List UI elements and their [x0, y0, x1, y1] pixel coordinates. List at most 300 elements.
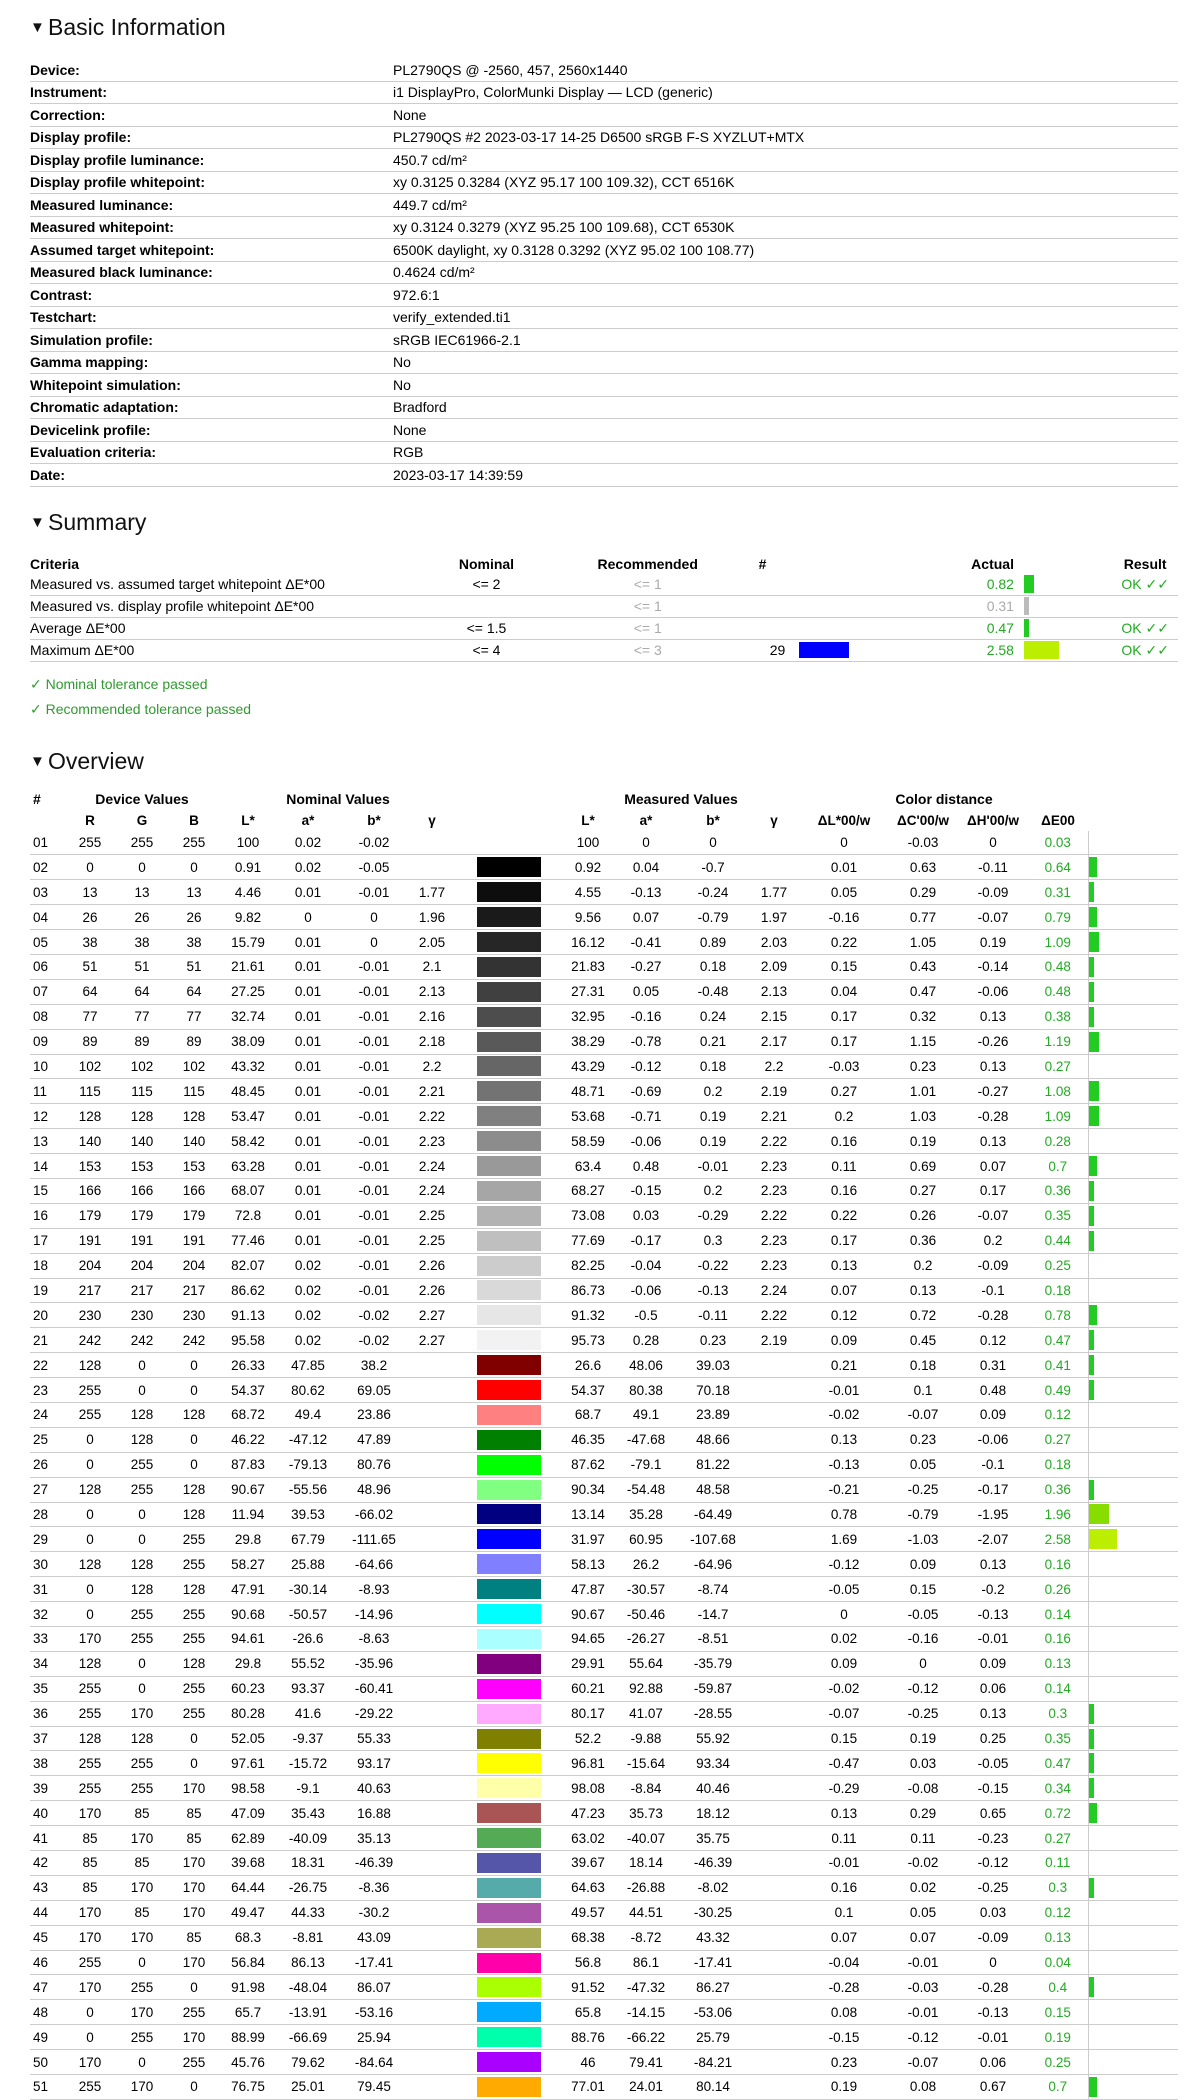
- cell-measured-b: -8.74: [678, 1577, 748, 1602]
- overview-row: [30, 930, 1178, 955]
- cell-nominal-l: 48.45: [220, 1079, 276, 1104]
- cell-delta-e: 0.16: [1028, 1627, 1088, 1652]
- cell-measured-b: 0.89: [678, 930, 748, 955]
- delta-e-bar: [1089, 1007, 1094, 1027]
- cell-b: 0: [168, 1378, 220, 1403]
- cell-num: 17: [30, 1228, 64, 1253]
- cell-measured-b: 0.19: [678, 1104, 748, 1129]
- cell-delta-e: 0.48: [1028, 979, 1088, 1004]
- cell-nominal-l: 76.75: [220, 2075, 276, 2100]
- cell-delta-c: -0.01: [888, 1950, 958, 1975]
- cell-nominal-gamma: [408, 1353, 456, 1378]
- delta-e-bar: [1089, 982, 1094, 1002]
- overview-row: [30, 1801, 1178, 1826]
- cell-nominal-l: 26.33: [220, 1353, 276, 1378]
- color-swatch: [477, 832, 541, 852]
- color-swatch-cell: [456, 1129, 562, 1154]
- color-swatch-cell: [456, 1552, 562, 1577]
- color-swatch: [477, 1529, 541, 1549]
- info-value: None: [393, 419, 1178, 442]
- color-swatch: [477, 1405, 541, 1425]
- cell-g: 89: [116, 1029, 168, 1054]
- cell-measured-a: -15.64: [614, 1751, 678, 1776]
- cell-num: 19: [30, 1278, 64, 1303]
- cell-delta-c: -0.05: [888, 1602, 958, 1627]
- info-row: [30, 441, 1178, 464]
- col-nominal: Nominal: [458, 555, 515, 572]
- info-key: Display profile whitepoint:: [30, 171, 393, 194]
- cell-nominal-l: 54.37: [220, 1378, 276, 1403]
- cell-b: 255: [168, 1627, 220, 1652]
- info-key: Simulation profile:: [30, 329, 393, 352]
- cell-nominal-l: 60.23: [220, 1676, 276, 1701]
- cell-delta-l: 0.17: [800, 1029, 888, 1054]
- cell-measured-b: -0.48: [678, 979, 748, 1004]
- cell-nominal-a: -8.81: [276, 1925, 340, 1950]
- cell-r: 153: [64, 1154, 116, 1179]
- overview-row: [30, 1875, 1178, 1900]
- cell-measured-b: 0.23: [678, 1328, 748, 1353]
- cell-nominal-gamma: [408, 1427, 456, 1452]
- cell-measured-b: 0.2: [678, 1079, 748, 1104]
- group-nominal: Nominal Values: [286, 791, 390, 807]
- cell-r: 0: [64, 1427, 116, 1452]
- cell-measured-b: -17.41: [678, 1950, 748, 1975]
- cell-num: 44: [30, 1900, 64, 1925]
- delta-e-bar: [1089, 932, 1099, 952]
- summary-criteria: Measured vs. assumed target whitepoint ΔE*00: [30, 574, 407, 596]
- cell-b: 255: [168, 1602, 220, 1627]
- cell-measured-a: -0.12: [614, 1054, 678, 1079]
- cell-num: 33: [30, 1627, 64, 1652]
- info-row: [30, 306, 1178, 329]
- cell-measured-a: 24.01: [614, 2075, 678, 2100]
- cell-measured-l: 98.08: [562, 1776, 614, 1801]
- cell-nominal-a: 86.13: [276, 1950, 340, 1975]
- summary-bar: [1024, 597, 1029, 615]
- cell-measured-gamma: [748, 1527, 800, 1552]
- cell-measured-l: 63.02: [562, 1826, 614, 1851]
- cell-nominal-l: 95.58: [220, 1328, 276, 1353]
- cell-delta-h: 0.31: [958, 1353, 1028, 1378]
- cell-delta-l: -0.01: [800, 1851, 888, 1876]
- cell-measured-gamma: [748, 2050, 800, 2075]
- cell-nominal-b: -53.16: [340, 2000, 408, 2025]
- cell-b: 179: [168, 1203, 220, 1228]
- delta-e-bar-cell: [1088, 1228, 1178, 1253]
- cell-measured-gamma: [748, 1402, 800, 1427]
- cell-delta-l: 0.07: [800, 1925, 888, 1950]
- cell-delta-h: 0.25: [958, 1726, 1028, 1751]
- cell-r: 26: [64, 905, 116, 930]
- cell-measured-gamma: [748, 1851, 800, 1876]
- cell-measured-l: 90.67: [562, 1602, 614, 1627]
- cell-delta-e: 0.48: [1028, 954, 1088, 979]
- cell-delta-h: 0: [958, 1950, 1028, 1975]
- cell-nominal-gamma: [408, 1801, 456, 1826]
- info-key: Gamma mapping:: [30, 351, 393, 374]
- color-swatch-cell: [456, 1577, 562, 1602]
- cell-nominal-gamma: [408, 1726, 456, 1751]
- cell-measured-l: 16.12: [562, 930, 614, 955]
- color-swatch-cell: [456, 1278, 562, 1303]
- overview-heading[interactable]: [30, 748, 1178, 775]
- cell-nominal-gamma: [408, 1676, 456, 1701]
- cell-num: 32: [30, 1602, 64, 1627]
- color-swatch-cell: [456, 930, 562, 955]
- cell-nominal-b: 86.07: [340, 1975, 408, 2000]
- cell-measured-gamma: [748, 1676, 800, 1701]
- color-swatch: [477, 1704, 541, 1724]
- delta-e-bar: [1089, 1081, 1099, 1101]
- cell-measured-gamma: [748, 1900, 800, 1925]
- summary-criteria: Measured vs. display profile whitepoint ΔE*00: [30, 595, 407, 617]
- color-swatch-cell: [456, 1079, 562, 1104]
- color-swatch: [477, 1480, 541, 1500]
- summary-recommended: <= 1: [566, 574, 730, 596]
- cell-b: 102: [168, 1054, 220, 1079]
- color-swatch: [477, 1579, 541, 1599]
- cell-measured-b: -35.79: [678, 1651, 748, 1676]
- info-key: Whitepoint simulation:: [30, 374, 393, 397]
- cell-nominal-a: -26.75: [276, 1875, 340, 1900]
- cell-nominal-gamma: 2.05: [408, 930, 456, 955]
- color-swatch: [477, 857, 541, 877]
- cell-delta-l: 0.01: [800, 855, 888, 880]
- overview-row: [30, 1029, 1178, 1054]
- info-row: [30, 464, 1178, 487]
- cell-g: 230: [116, 1303, 168, 1328]
- cell-nominal-gamma: 2.26: [408, 1278, 456, 1303]
- overview-row: [30, 1577, 1178, 1602]
- cell-delta-h: -0.14: [958, 954, 1028, 979]
- info-key: Contrast:: [30, 284, 393, 307]
- cell-nominal-gamma: [408, 831, 456, 855]
- cell-nominal-l: 80.28: [220, 1701, 276, 1726]
- cell-nominal-a: 25.01: [276, 2075, 340, 2100]
- delta-e-bar: [1089, 1305, 1097, 1325]
- cell-delta-c: 1.03: [888, 1104, 958, 1129]
- cell-delta-c: 0.43: [888, 954, 958, 979]
- cell-delta-l: 0.12: [800, 1303, 888, 1328]
- cell-nominal-gamma: [408, 1552, 456, 1577]
- cell-measured-a: -0.5: [614, 1303, 678, 1328]
- cell-measured-b: -8.02: [678, 1875, 748, 1900]
- cell-measured-l: 31.97: [562, 1527, 614, 1552]
- cell-nominal-a: 35.43: [276, 1801, 340, 1826]
- cell-delta-c: 0.11: [888, 1826, 958, 1851]
- summary-swatch-cell: [795, 595, 904, 617]
- cell-nominal-gamma: 2.26: [408, 1253, 456, 1278]
- cell-r: 128: [64, 1552, 116, 1577]
- cell-r: 38: [64, 930, 116, 955]
- cell-delta-e: 0.11: [1028, 1851, 1088, 1876]
- cell-delta-h: -0.13: [958, 2000, 1028, 2025]
- delta-e-bar-cell: [1088, 1004, 1178, 1029]
- cell-delta-h: 0.07: [958, 1154, 1028, 1179]
- cell-b: 115: [168, 1079, 220, 1104]
- summary-heading[interactable]: [30, 509, 1178, 536]
- cell-measured-a: -8.72: [614, 1925, 678, 1950]
- cell-nominal-a: 47.85: [276, 1353, 340, 1378]
- cell-nominal-b: -0.01: [340, 1004, 408, 1029]
- cell-b: 38: [168, 930, 220, 955]
- cell-measured-a: 0.04: [614, 855, 678, 880]
- cell-delta-c: 0.77: [888, 905, 958, 930]
- summary-count: [730, 617, 796, 639]
- cell-delta-c: 0.29: [888, 880, 958, 905]
- cell-g: 140: [116, 1129, 168, 1154]
- delta-e-bar-cell: [1088, 2025, 1178, 2050]
- overview-row: [30, 1602, 1178, 1627]
- cell-delta-c: -0.07: [888, 1402, 958, 1427]
- cell-measured-gamma: [748, 1452, 800, 1477]
- cell-num: 22: [30, 1353, 64, 1378]
- summary-bar-cell: [1014, 574, 1112, 596]
- cell-measured-gamma: [748, 2025, 800, 2050]
- color-swatch-cell: [456, 1826, 562, 1851]
- cell-delta-l: -0.04: [800, 1950, 888, 1975]
- cell-b: 89: [168, 1029, 220, 1054]
- summary-bar: [1024, 575, 1034, 593]
- info-row: [30, 59, 1178, 81]
- cell-measured-gamma: [748, 1801, 800, 1826]
- cell-num: 15: [30, 1178, 64, 1203]
- cell-nominal-a: 0.01: [276, 1228, 340, 1253]
- cell-delta-l: -0.15: [800, 2025, 888, 2050]
- cell-measured-l: 58.13: [562, 1552, 614, 1577]
- cell-nominal-a: 0: [276, 905, 340, 930]
- cell-delta-c: -0.03: [888, 1975, 958, 2000]
- info-key: Evaluation criteria:: [30, 441, 393, 464]
- cell-g: 217: [116, 1278, 168, 1303]
- color-swatch-cell: [456, 1851, 562, 1876]
- summary-swatch-cell: [795, 617, 904, 639]
- cell-nominal-gamma: [408, 1402, 456, 1427]
- delta-e-bar-cell: [1088, 1178, 1178, 1203]
- cell-measured-b: -107.68: [678, 1527, 748, 1552]
- cell-measured-a: 0.03: [614, 1203, 678, 1228]
- cell-measured-l: 80.17: [562, 1701, 614, 1726]
- cell-nominal-gamma: [408, 1627, 456, 1652]
- overview-row: [30, 1203, 1178, 1228]
- cell-num: 42: [30, 1851, 64, 1876]
- cell-nominal-b: -0.01: [340, 979, 408, 1004]
- cell-r: 115: [64, 1079, 116, 1104]
- cell-delta-e: 0.25: [1028, 2050, 1088, 2075]
- cell-measured-l: 65.8: [562, 2000, 614, 2025]
- cell-delta-c: 0.15: [888, 1577, 958, 1602]
- basic-info-heading[interactable]: [30, 14, 1178, 41]
- summary-recommended: <= 3: [566, 639, 730, 661]
- color-swatch-cell: [456, 2025, 562, 2050]
- delta-e-bar-cell: [1088, 1627, 1178, 1652]
- cell-delta-l: 0.05: [800, 880, 888, 905]
- cell-b: 77: [168, 1004, 220, 1029]
- color-swatch-cell: [456, 1427, 562, 1452]
- cell-measured-a: -0.06: [614, 1129, 678, 1154]
- cell-num: 35: [30, 1676, 64, 1701]
- cell-measured-gamma: 2.15: [748, 1004, 800, 1029]
- overview-row: [30, 1552, 1178, 1577]
- cell-measured-l: 94.65: [562, 1627, 614, 1652]
- cell-b: 0: [168, 1353, 220, 1378]
- delta-e-bar: [1089, 1206, 1094, 1226]
- summary-actual: 2.58: [905, 639, 1014, 661]
- cell-r: 85: [64, 1851, 116, 1876]
- col-actual: Actual: [971, 555, 1014, 572]
- color-swatch-cell: [456, 1801, 562, 1826]
- color-swatch-cell: [456, 1477, 562, 1502]
- cell-measured-gamma: 2.23: [748, 1253, 800, 1278]
- delta-e-bar-cell: [1088, 2050, 1178, 2075]
- delta-e-bar-cell: [1088, 1651, 1178, 1676]
- cell-measured-gamma: 1.97: [748, 905, 800, 930]
- cell-delta-h: -0.1: [958, 1278, 1028, 1303]
- delta-e-bar-cell: [1088, 1527, 1178, 1552]
- info-key: Devicelink profile:: [30, 419, 393, 442]
- info-value: PL2790QS @ -2560, 457, 2560x1440: [393, 59, 1178, 81]
- cell-delta-e: 0.04: [1028, 1950, 1088, 1975]
- cell-nominal-a: 0.01: [276, 1129, 340, 1154]
- color-swatch: [477, 1828, 541, 1848]
- overview-row: [30, 2025, 1178, 2050]
- cell-r: 128: [64, 1104, 116, 1129]
- cell-g: 166: [116, 1178, 168, 1203]
- cell-measured-gamma: [748, 1477, 800, 1502]
- cell-delta-e: 0.03: [1028, 831, 1088, 855]
- cell-num: 43: [30, 1875, 64, 1900]
- cell-measured-l: 26.6: [562, 1353, 614, 1378]
- cell-measured-b: 93.34: [678, 1751, 748, 1776]
- cell-nominal-b: 16.88: [340, 1801, 408, 1826]
- color-swatch-cell: [456, 1303, 562, 1328]
- cell-r: 77: [64, 1004, 116, 1029]
- cell-b: 128: [168, 1477, 220, 1502]
- color-swatch-cell: [456, 1178, 562, 1203]
- cell-delta-c: -1.03: [888, 1527, 958, 1552]
- info-value: 450.7 cd/m²: [393, 149, 1178, 172]
- collapse-triangle-icon[interactable]: ▼: [30, 19, 45, 36]
- cell-delta-c: 0.19: [888, 1726, 958, 1751]
- color-swatch-cell: [456, 1054, 562, 1079]
- info-value: sRGB IEC61966-2.1: [393, 329, 1178, 352]
- col-delta-c: ΔC'00/w: [897, 812, 949, 828]
- delta-e-bar-cell: [1088, 1900, 1178, 1925]
- cell-b: 170: [168, 1776, 220, 1801]
- cell-num: 23: [30, 1378, 64, 1403]
- cell-measured-b: 40.46: [678, 1776, 748, 1801]
- cell-measured-b: -0.29: [678, 1203, 748, 1228]
- cell-num: 25: [30, 1427, 64, 1452]
- cell-delta-l: 0.13: [800, 1427, 888, 1452]
- cell-delta-e: 0.7: [1028, 2075, 1088, 2100]
- cell-num: 30: [30, 1552, 64, 1577]
- cell-nominal-a: 0.02: [276, 1328, 340, 1353]
- cell-delta-c: 0.18: [888, 1353, 958, 1378]
- cell-nominal-gamma: [408, 2075, 456, 2100]
- summary-swatch-cell: [795, 639, 904, 661]
- info-row: [30, 284, 1178, 307]
- cell-nominal-b: -111.65: [340, 1527, 408, 1552]
- cell-r: 128: [64, 1651, 116, 1676]
- cell-measured-a: 44.51: [614, 1900, 678, 1925]
- cell-measured-gamma: 2.22: [748, 1129, 800, 1154]
- cell-nominal-l: 15.79: [220, 930, 276, 955]
- cell-measured-gamma: [748, 1427, 800, 1452]
- cell-measured-l: 64.63: [562, 1875, 614, 1900]
- color-swatch-cell: [456, 1975, 562, 2000]
- cell-delta-h: -0.17: [958, 1477, 1028, 1502]
- cell-delta-l: -0.12: [800, 1552, 888, 1577]
- cell-measured-a: -0.04: [614, 1253, 678, 1278]
- delta-e-bar-cell: [1088, 979, 1178, 1004]
- color-swatch-cell: [456, 855, 562, 880]
- cell-b: 170: [168, 1875, 220, 1900]
- overview-row: [30, 1950, 1178, 1975]
- delta-e-bar: [1089, 957, 1094, 977]
- cell-g: 170: [116, 1701, 168, 1726]
- overview-row: [30, 1427, 1178, 1452]
- color-swatch: [477, 1256, 541, 1276]
- cell-nominal-b: -60.41: [340, 1676, 408, 1701]
- cell-nominal-a: 0.01: [276, 1079, 340, 1104]
- cell-delta-e: 0.36: [1028, 1178, 1088, 1203]
- summary-bar: [1024, 641, 1059, 659]
- info-value: No: [393, 351, 1178, 374]
- cell-b: 170: [168, 1950, 220, 1975]
- color-swatch-cell: [456, 1651, 562, 1676]
- info-key: Correction:: [30, 104, 393, 127]
- cell-measured-a: -40.07: [614, 1826, 678, 1851]
- cell-nominal-a: 0.02: [276, 1278, 340, 1303]
- cell-delta-c: 0: [888, 1651, 958, 1676]
- collapse-triangle-icon[interactable]: ▼: [30, 752, 45, 770]
- cell-measured-gamma: 2.09: [748, 954, 800, 979]
- cell-delta-h: -0.07: [958, 905, 1028, 930]
- cell-delta-e: 0.15: [1028, 2000, 1088, 2025]
- cell-nominal-gamma: [408, 1527, 456, 1552]
- collapse-triangle-icon[interactable]: ▼: [30, 513, 45, 531]
- cell-nominal-gamma: [408, 1502, 456, 1527]
- cell-r: 64: [64, 979, 116, 1004]
- info-value: xy 0.3125 0.3284 (XYZ 95.17 100 109.32), CCT 6516K: [393, 171, 1178, 194]
- cell-b: 166: [168, 1178, 220, 1203]
- cell-nominal-b: -0.01: [340, 1203, 408, 1228]
- summary-actual: 0.31: [905, 595, 1014, 617]
- delta-e-bar-cell: [1088, 1751, 1178, 1776]
- cell-measured-a: -0.71: [614, 1104, 678, 1129]
- cell-nominal-a: 55.52: [276, 1651, 340, 1676]
- cell-b: 0: [168, 1975, 220, 2000]
- cell-g: 13: [116, 880, 168, 905]
- info-row: [30, 149, 1178, 172]
- cell-delta-h: 0.13: [958, 1054, 1028, 1079]
- cell-measured-a: -8.84: [614, 1776, 678, 1801]
- cell-delta-l: 0.2: [800, 1104, 888, 1129]
- delta-e-bar: [1089, 1729, 1094, 1749]
- cell-nominal-gamma: [408, 1651, 456, 1676]
- cell-g: 255: [116, 831, 168, 855]
- color-swatch: [477, 957, 541, 977]
- cell-delta-c: 0.09: [888, 1552, 958, 1577]
- info-value: verify_extended.ti1: [393, 306, 1178, 329]
- overview-row: [30, 1104, 1178, 1129]
- cell-measured-a: 92.88: [614, 1676, 678, 1701]
- cell-measured-a: 49.1: [614, 1402, 678, 1427]
- cell-delta-c: 0.72: [888, 1303, 958, 1328]
- cell-delta-e: 0.3: [1028, 1701, 1088, 1726]
